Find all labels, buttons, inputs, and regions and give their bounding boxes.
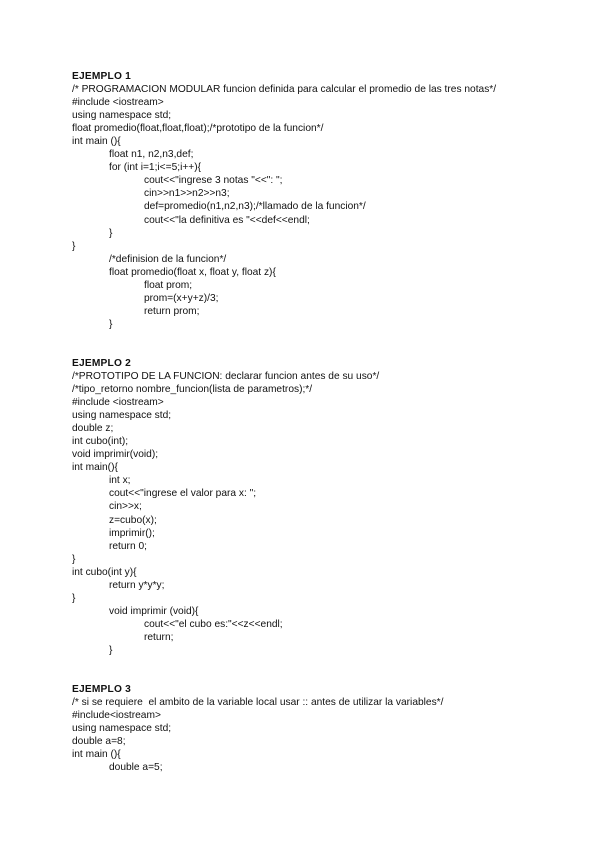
code-line: return;	[144, 631, 174, 643]
code-line: int main (){	[72, 749, 121, 761]
code-line: double a=8;	[72, 736, 126, 748]
code-line: cout<<"el cubo es:"<<z<<endl;	[144, 618, 283, 630]
code-line: float promedio(float,float,float);/*prototipo de la funcion*/	[72, 123, 324, 135]
code-line: float prom;	[144, 279, 193, 291]
code-line: }	[72, 553, 76, 565]
section-title: EJEMPLO 1	[72, 71, 131, 82]
code-line: double z;	[72, 423, 114, 435]
code-line: imprimir();	[109, 527, 155, 539]
document-page	[72, 70, 512, 800]
section-title: EJEMPLO 3	[72, 684, 131, 696]
code-line: int main (){	[72, 136, 121, 148]
code-line: prom=(x+y+z)/3;	[144, 292, 219, 304]
section-ejemplo-1	[72, 70, 512, 331]
code-line: float n1, n2,n3,def;	[109, 149, 194, 161]
code-line: #include<iostream>	[72, 710, 161, 722]
code-line: cout<<"ingrese 3 notas "<<": ";	[144, 175, 283, 187]
code-line: double a=5;	[109, 762, 163, 774]
code-line: cin>>x;	[109, 501, 142, 513]
code-line: }	[109, 227, 113, 239]
code-line: int cubo(int y){	[72, 566, 137, 578]
code-line: int main(){	[72, 462, 118, 474]
code-line: void imprimir (void){	[109, 605, 199, 617]
code-line: }	[72, 592, 76, 604]
code-line: float promedio(float x, float y, float z){	[109, 266, 276, 278]
code-line: z=cubo(x);	[109, 514, 157, 526]
code-line: for (int i=1;i<=5;i++){	[109, 162, 202, 174]
code-line: int x;	[109, 475, 131, 487]
code-comment: /* PROGRAMACION MODULAR funcion definida para calcular el promedio de las tres notas*/	[72, 84, 497, 96]
code-line: def=promedio(n1,n2,n3);/*llamado de la funcion*/	[144, 201, 366, 213]
code-line: }	[109, 644, 113, 656]
code-line: cin>>n1>>n2>>n3;	[144, 188, 230, 200]
section-ejemplo-2	[72, 357, 512, 657]
code-line: }	[109, 318, 113, 330]
code-comment: /* si se requiere el ambito de la variable local usar :: antes de utilizar la variables*/	[72, 697, 444, 709]
section-ejemplo-3	[72, 683, 512, 774]
code-line: using namespace std;	[72, 410, 172, 422]
code-line: }	[72, 240, 76, 252]
code-line: #include <iostream>	[72, 97, 164, 109]
code-line: /*definision de la funcion*/	[109, 253, 227, 265]
code-comment: /*PROTOTIPO DE LA FUNCION: declarar funcion antes de su uso*/	[72, 370, 380, 382]
code-line: return prom;	[144, 305, 200, 317]
code-line: #include <iostream>	[72, 397, 164, 409]
code-line: return y*y*y;	[109, 579, 165, 591]
code-line: using namespace std;	[72, 110, 172, 122]
code-line: void imprimir(void);	[72, 449, 159, 461]
code-line: cout<<"la definitiva es "<<def<<endl;	[144, 214, 310, 226]
code-line: using namespace std;	[72, 723, 172, 735]
code-comment: /*tipo_retorno nombre_funcion(lista de parametros);*/	[72, 384, 313, 396]
code-line: cout<<"ingrese el valor para x: ";	[109, 488, 257, 500]
code-line: return 0;	[109, 540, 147, 552]
section-title: EJEMPLO 2	[72, 357, 131, 369]
code-line: int cubo(int);	[72, 436, 129, 448]
